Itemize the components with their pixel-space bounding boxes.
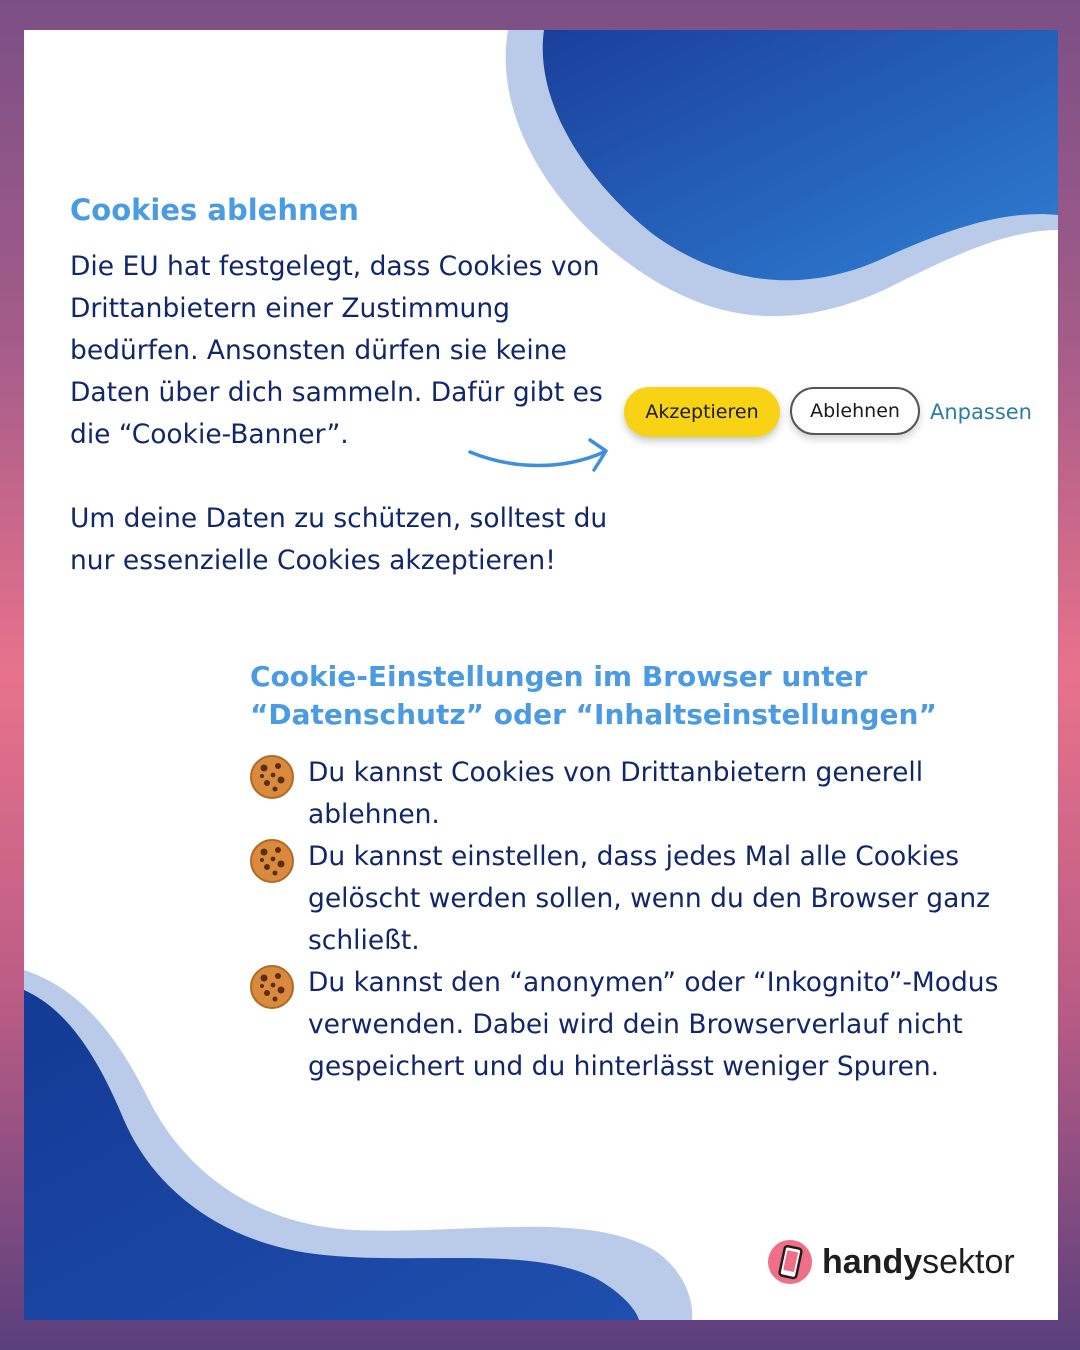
list-item-text: Du kannst den “anonymen” oder “Inkognito”-Modus verwenden. Dabei wird dein Browserverlauf nicht gespeichert und du hinterlässt weniger Spuren. [308,967,999,1082]
reject-button[interactable]: Ablehnen [790,387,920,435]
brand-name-bold: handy [822,1242,923,1281]
cookie-icon [248,837,296,885]
section-title-cookies: Cookies ablehnen [70,193,359,227]
customize-link[interactable]: Anpassen [930,400,1032,424]
list-item [248,962,1028,1088]
list-item [248,752,1028,836]
list-item-text: Du kannst einstellen, dass jedes Mal alle Cookies gelöscht werden sollen, wenn du den Browser ganz schließt. [308,841,991,956]
list-item-text: Du kannst Cookies von Drittanbietern generell ablehnen. [308,757,924,830]
cookie-icon [248,753,296,801]
list-item [248,836,1028,962]
accept-button[interactable]: Akzeptieren [624,387,780,437]
brand-name-regular: sektor [922,1242,1015,1281]
content-card [24,30,1058,1320]
brand-name [822,1243,1015,1282]
intro-paragraph: Die EU hat festgelegt, dass Cookies von Drittanbietern einer Zustimmung bedürfen. Ansonsten dürfen sie keine Daten über dich sammeln. Dafür gibt es die “Cookie-Banner”. [70,251,603,450]
tips-list [248,752,1028,1088]
section-title-browser-settings: Cookie-Einstellungen im Browser unter “Datenschutz” oder “Inhaltseinstellungen” [250,660,937,731]
cookie-icon [248,963,296,1011]
brand-logo [766,1238,1015,1286]
phone-icon [766,1238,814,1286]
advice-paragraph: Um deine Daten zu schützen, solltest du nur essenzielle Cookies akzeptieren! [70,503,608,576]
